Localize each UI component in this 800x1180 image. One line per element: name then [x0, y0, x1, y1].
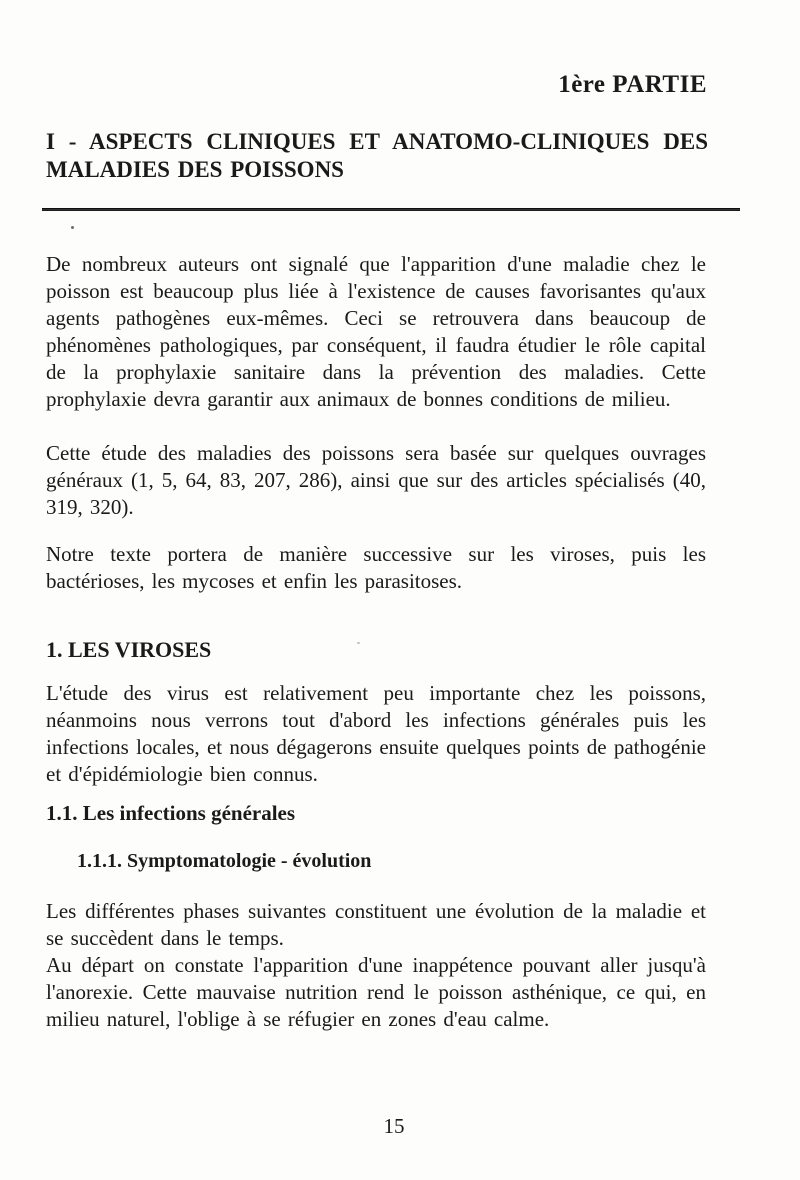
subsection-heading-infections-generales: 1.1. Les infections générales — [46, 801, 296, 825]
symptomatologie-paragraphs — [46, 898, 706, 1033]
scan-artifact-dot — [357, 642, 360, 644]
chapter-title — [46, 128, 708, 184]
part-label: 1ère PARTIE — [558, 71, 707, 98]
intro-paragraph-3: Notre texte portera de manière successive sur les viroses, puis les bactérioses, les mycoses et enfin les parasitoses. — [46, 542, 706, 593]
section-divider-rule — [42, 208, 740, 211]
intro-paragraph-2: Cette étude des maladies des poissons sera basée sur quelques ouvrages généraux (1, 5, 64, 83, 207, 286), ainsi que sur des articles spécialisés (40, 319, 320). — [46, 441, 706, 519]
viroses-paragraph: L'étude des virus est relativement peu importante chez les poissons, néanmoins nous verrons tout d'abord les infections générales puis les infections locales, et nous dégagerons ensuite quelques points de pathogénie et d'épidémiologie bien connus. — [46, 681, 706, 786]
subsubsection-heading-symptomatologie-evolution: 1.1.1. Symptomatologie - évolution — [77, 850, 372, 872]
symptomatologie-paragraph-2: Au départ on constate l'apparition d'une inappétence pouvant aller jusqu'à l'anorexie. Cette mauvaise nutrition rend le poisson asthénique, ce qui, en milieu naturel, l'oblige à se réfugier en zones d'eau calme. — [46, 953, 706, 1031]
section-heading-viroses: 1. LES VIROSES — [46, 637, 212, 662]
chapter-title-line-2: MALADIES DES POISSONS — [46, 157, 344, 182]
page-number: 15 — [383, 1114, 405, 1138]
intro-paragraph-1: De nombreux auteurs ont signalé que l'apparition d'une maladie chez le poisson est beaucoup plus liée à l'existence de causes favorisantes qu'aux agents pathogènes eux-mêmes. Ceci se retrouvera dans beaucoup de phénomènes pathologiques, par conséquent, il faudra étudier le rôle capital de la prophylaxie sanitaire dans la prévention des maladies. Cette prophylaxie devra garantir aux animaux de bonnes conditions de milieu. — [46, 252, 706, 411]
symptomatologie-paragraph-1: Les différentes phases suivantes constituent une évolution de la maladie et se succèdent dans le temps. — [46, 899, 706, 950]
chapter-title-line-1: I - ASPECTS CLINIQUES ET ANATOMO-CLINIQUES DES — [46, 129, 708, 154]
scan-artifact-dot — [71, 226, 74, 229]
